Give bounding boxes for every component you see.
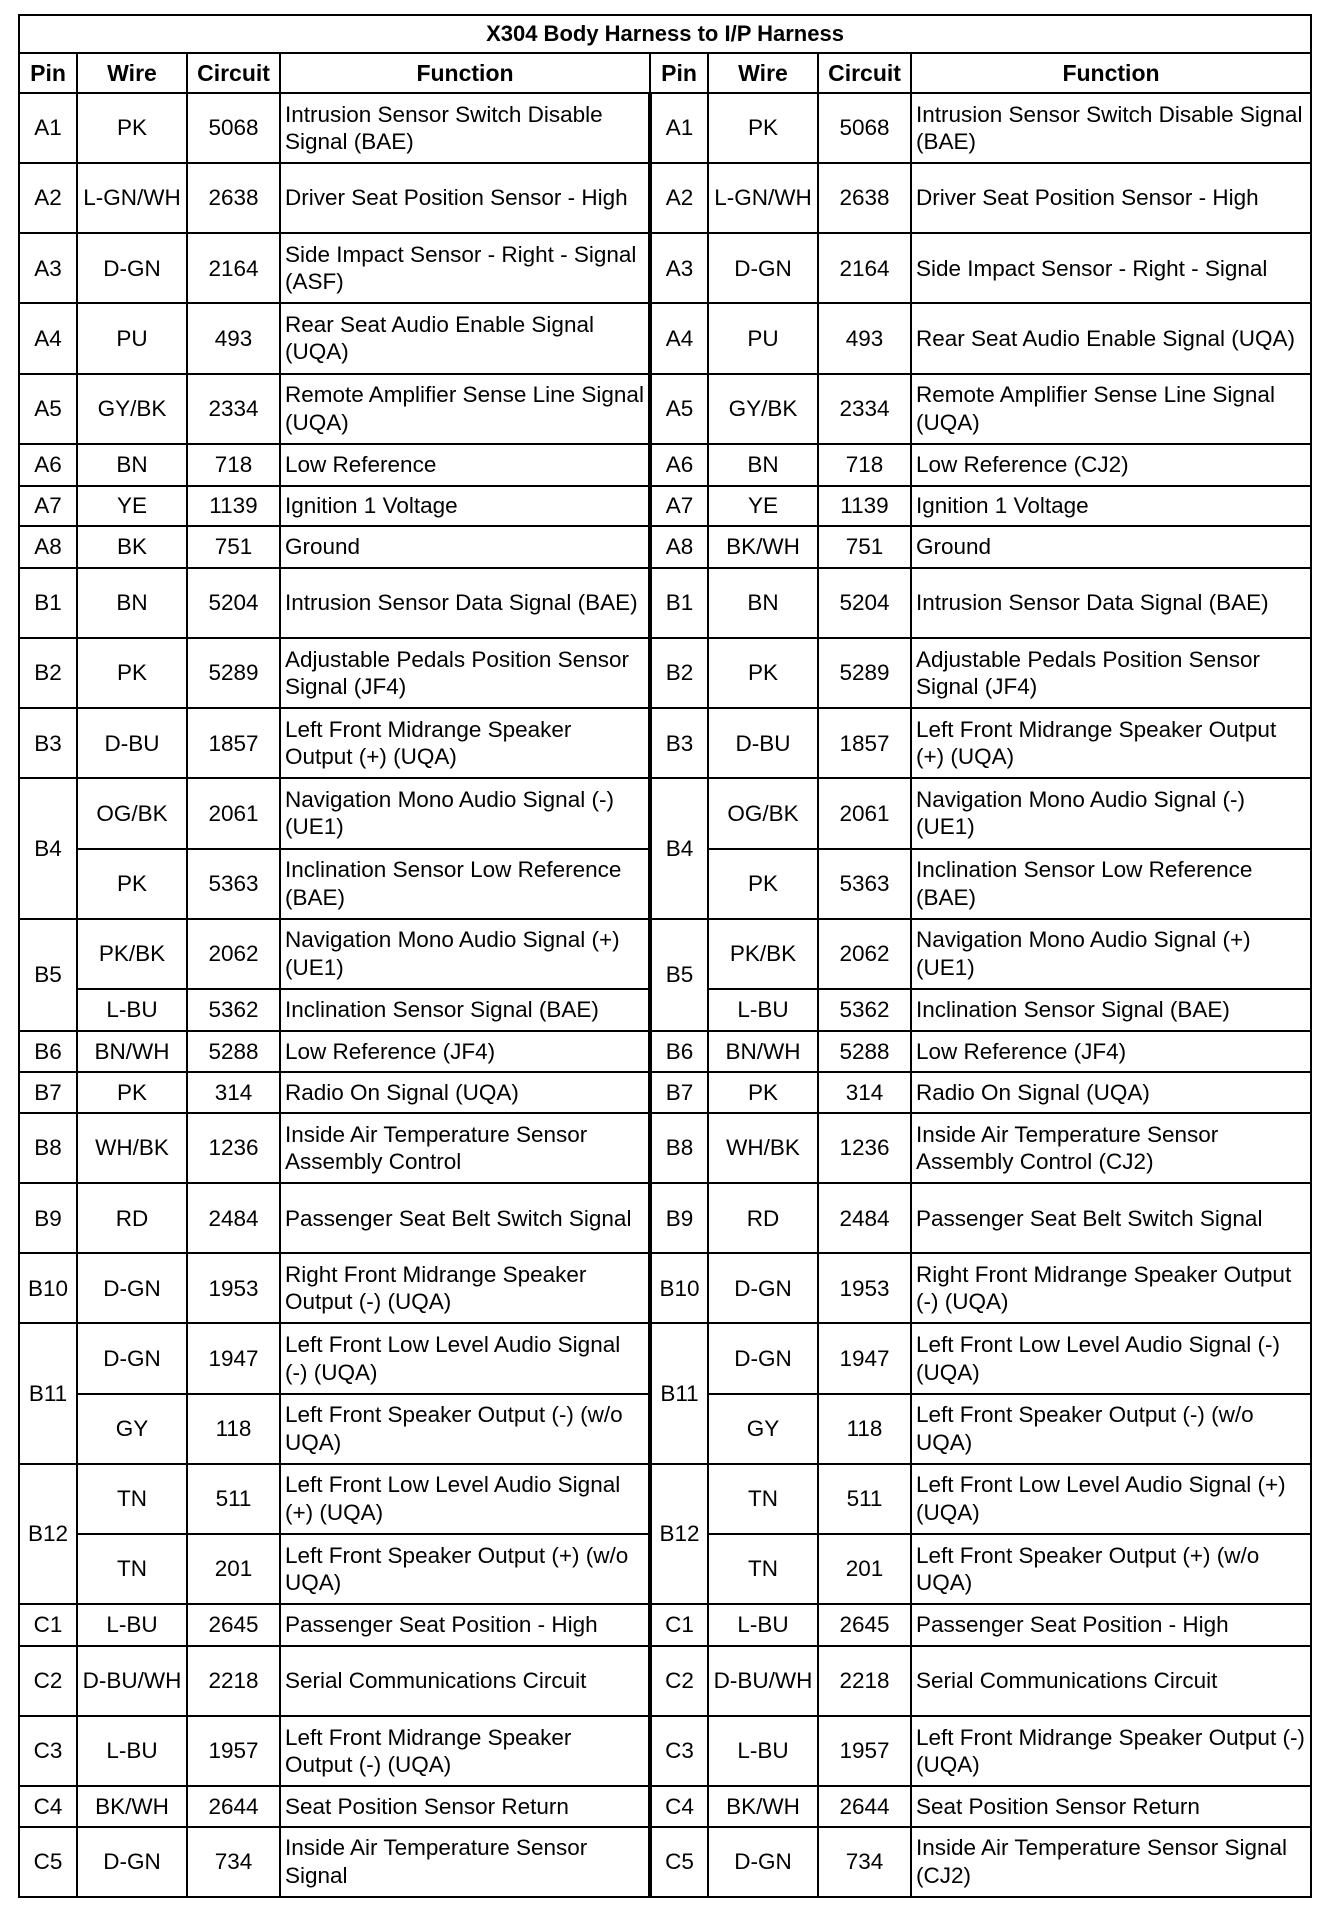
function-cell: Inside Air Temperature Sensor Assembly Control: [280, 1113, 650, 1183]
table-row: [19, 919, 1311, 989]
pin-cell: A8: [19, 526, 77, 568]
wire-cell-right: PU: [708, 303, 818, 373]
wire-cell-right: RD: [708, 1183, 818, 1253]
pin-cell-right: B2: [650, 638, 708, 708]
pin-cell: A3: [19, 233, 77, 303]
circuit-cell: 2334: [187, 374, 280, 444]
circuit-cell: 2062: [187, 919, 280, 989]
circuit-cell-right: 2645: [818, 1604, 911, 1646]
function-cell-right: Inside Air Temperature Sensor Assembly Control (CJ2): [911, 1113, 1311, 1183]
wire-cell-right: PK: [708, 849, 818, 919]
wire-cell: TN: [77, 1534, 187, 1604]
circuit-cell-right: 201: [818, 1534, 911, 1604]
table-row: [19, 303, 1311, 373]
circuit-cell-right: 2164: [818, 233, 911, 303]
pin-cell-right: B12: [650, 1464, 708, 1604]
pin-cell-right: C3: [650, 1716, 708, 1786]
pin-cell-right: B4: [650, 778, 708, 918]
function-cell-right: Remote Amplifier Sense Line Signal (UQA): [911, 374, 1311, 444]
wire-cell: PK: [77, 638, 187, 708]
wire-cell: D-GN: [77, 1827, 187, 1897]
pin-cell-right: A3: [650, 233, 708, 303]
function-cell: Side Impact Sensor - Right - Signal (ASF): [280, 233, 650, 303]
wire-cell-right: D-GN: [708, 1253, 818, 1323]
pin-cell: A2: [19, 163, 77, 233]
table-row: [19, 444, 1311, 486]
function-cell-right: Right Front Midrange Speaker Output (-) (UQA): [911, 1253, 1311, 1323]
function-cell: Radio On Signal (UQA): [280, 1072, 650, 1113]
function-cell: Left Front Low Level Audio Signal (-) (UQA): [280, 1323, 650, 1393]
connector-table: [18, 14, 1312, 1898]
pin-cell-right: B6: [650, 1031, 708, 1073]
circuit-cell-right: 1947: [818, 1323, 911, 1393]
wire-cell-right: PK: [708, 638, 818, 708]
table-row: [19, 374, 1311, 444]
wire-cell-right: GY: [708, 1394, 818, 1464]
function-cell-right: Low Reference (CJ2): [911, 444, 1311, 486]
table-row: [19, 233, 1311, 303]
wire-cell-right: D-GN: [708, 1827, 818, 1897]
circuit-cell-right: 1957: [818, 1716, 911, 1786]
function-cell: Left Front Midrange Speaker Output (-) (UQA): [280, 1716, 650, 1786]
wire-cell-right: PK/BK: [708, 919, 818, 989]
function-cell-right: Left Front Low Level Audio Signal (-) (UQA): [911, 1323, 1311, 1393]
function-cell-right: Seat Position Sensor Return: [911, 1786, 1311, 1827]
table-row: [19, 93, 1311, 163]
wire-cell-right: BN/WH: [708, 1031, 818, 1073]
wire-cell-right: TN: [708, 1464, 818, 1534]
table-body: [19, 93, 1311, 1897]
function-cell: Inside Air Temperature Sensor Signal: [280, 1827, 650, 1897]
circuit-cell-right: 2334: [818, 374, 911, 444]
wire-cell: PU: [77, 303, 187, 373]
pin-cell: B5: [19, 919, 77, 1031]
wire-cell: PK: [77, 1072, 187, 1113]
function-header-right: Function: [911, 53, 1311, 93]
function-cell-right: Left Front Low Level Audio Signal (+) (UQA): [911, 1464, 1311, 1534]
wire-cell: GY: [77, 1394, 187, 1464]
wire-cell-right: BN: [708, 444, 818, 486]
circuit-cell-right: 118: [818, 1394, 911, 1464]
wire-cell: OG/BK: [77, 778, 187, 848]
wire-cell-right: L-GN/WH: [708, 163, 818, 233]
function-cell: Inclination Sensor Low Reference (BAE): [280, 849, 650, 919]
pin-cell-right: A8: [650, 526, 708, 568]
function-cell: Rear Seat Audio Enable Signal (UQA): [280, 303, 650, 373]
wire-cell: L-GN/WH: [77, 163, 187, 233]
table-row: [19, 1464, 1311, 1534]
function-cell-right: Navigation Mono Audio Signal (-) (UE1): [911, 778, 1311, 848]
function-cell-right: Adjustable Pedals Position Sensor Signal (JF4): [911, 638, 1311, 708]
wire-header-right: Wire: [708, 53, 818, 93]
circuit-cell: 2645: [187, 1604, 280, 1646]
wire-cell-right: L-BU: [708, 1604, 818, 1646]
circuit-cell: 1236: [187, 1113, 280, 1183]
function-cell-right: Inclination Sensor Low Reference (BAE): [911, 849, 1311, 919]
circuit-cell: 2061: [187, 778, 280, 848]
table-row: [19, 1323, 1311, 1393]
function-cell: Ground: [280, 526, 650, 568]
function-cell-right: Passenger Seat Position - High: [911, 1604, 1311, 1646]
circuit-cell: 2638: [187, 163, 280, 233]
table-row: [19, 1646, 1311, 1716]
function-cell: Navigation Mono Audio Signal (+) (UE1): [280, 919, 650, 989]
function-cell: Left Front Speaker Output (+) (w/o UQA): [280, 1534, 650, 1604]
circuit-cell: 493: [187, 303, 280, 373]
pin-cell: C3: [19, 1716, 77, 1786]
pin-cell-right: B8: [650, 1113, 708, 1183]
pin-cell-right: B11: [650, 1323, 708, 1463]
pin-cell-right: A4: [650, 303, 708, 373]
function-cell-right: Low Reference (JF4): [911, 1031, 1311, 1073]
function-cell: Navigation Mono Audio Signal (-) (UE1): [280, 778, 650, 848]
function-cell: Passenger Seat Belt Switch Signal: [280, 1183, 650, 1253]
pin-cell-right: B9: [650, 1183, 708, 1253]
function-cell: Seat Position Sensor Return: [280, 1786, 650, 1827]
circuit-cell: 2644: [187, 1786, 280, 1827]
circuit-cell-right: 1236: [818, 1113, 911, 1183]
circuit-cell: 1953: [187, 1253, 280, 1323]
circuit-cell-right: 493: [818, 303, 911, 373]
function-cell: Remote Amplifier Sense Line Signal (UQA): [280, 374, 650, 444]
pin-cell: A1: [19, 93, 77, 163]
wire-cell-right: GY/BK: [708, 374, 818, 444]
wire-cell-right: YE: [708, 486, 818, 527]
function-cell-right: Passenger Seat Belt Switch Signal: [911, 1183, 1311, 1253]
wire-cell-right: L-BU: [708, 989, 818, 1031]
function-cell-right: Left Front Midrange Speaker Output (+) (UQA): [911, 708, 1311, 778]
wire-cell: BN: [77, 568, 187, 638]
function-cell: Low Reference (JF4): [280, 1031, 650, 1073]
pin-cell: C5: [19, 1827, 77, 1897]
function-cell-right: Rear Seat Audio Enable Signal (UQA): [911, 303, 1311, 373]
function-cell-right: Navigation Mono Audio Signal (+) (UE1): [911, 919, 1311, 989]
table-row: [19, 526, 1311, 568]
pin-cell-right: A2: [650, 163, 708, 233]
pin-cell: A5: [19, 374, 77, 444]
circuit-cell-right: 5068: [818, 93, 911, 163]
wire-cell-right: D-BU: [708, 708, 818, 778]
wire-cell: L-BU: [77, 989, 187, 1031]
wire-cell: BK/WH: [77, 1786, 187, 1827]
circuit-cell-right: 5362: [818, 989, 911, 1031]
pin-cell: C1: [19, 1604, 77, 1646]
pin-cell: B9: [19, 1183, 77, 1253]
circuit-cell: 5288: [187, 1031, 280, 1073]
wire-cell-right: TN: [708, 1534, 818, 1604]
wire-cell: BN/WH: [77, 1031, 187, 1073]
circuit-cell: 5363: [187, 849, 280, 919]
pin-cell: B2: [19, 638, 77, 708]
wire-cell-right: D-GN: [708, 233, 818, 303]
circuit-header: Circuit: [187, 53, 280, 93]
function-cell-right: Driver Seat Position Sensor - High: [911, 163, 1311, 233]
table-row: [19, 638, 1311, 708]
table-row: [19, 1827, 1311, 1897]
wire-cell-right: PK: [708, 1072, 818, 1113]
circuit-cell-right: 314: [818, 1072, 911, 1113]
pin-cell: B3: [19, 708, 77, 778]
wire-cell: TN: [77, 1464, 187, 1534]
pin-cell-right: B10: [650, 1253, 708, 1323]
table-row: [19, 1253, 1311, 1323]
wire-cell: D-GN: [77, 233, 187, 303]
pin-cell-right: C5: [650, 1827, 708, 1897]
table-row: [19, 708, 1311, 778]
circuit-cell-right: 2061: [818, 778, 911, 848]
wire-cell-right: D-GN: [708, 1323, 818, 1393]
circuit-cell-right: 1953: [818, 1253, 911, 1323]
pin-cell-right: B5: [650, 919, 708, 1031]
wire-cell: BK: [77, 526, 187, 568]
function-cell: Intrusion Sensor Data Signal (BAE): [280, 568, 650, 638]
pin-cell-right: A6: [650, 444, 708, 486]
function-cell: Serial Communications Circuit: [280, 1646, 650, 1716]
circuit-cell-right: 734: [818, 1827, 911, 1897]
wire-cell: PK/BK: [77, 919, 187, 989]
wire-cell: D-BU: [77, 708, 187, 778]
circuit-cell-right: 2638: [818, 163, 911, 233]
table-row: [19, 778, 1311, 848]
table-row: [19, 1072, 1311, 1113]
table-row: [19, 1716, 1311, 1786]
function-cell-right: Serial Communications Circuit: [911, 1646, 1311, 1716]
wire-cell: PK: [77, 849, 187, 919]
wire-header: Wire: [77, 53, 187, 93]
circuit-cell: 5362: [187, 989, 280, 1031]
circuit-cell: 1957: [187, 1716, 280, 1786]
circuit-cell: 511: [187, 1464, 280, 1534]
circuit-cell-right: 5288: [818, 1031, 911, 1073]
function-cell-right: Left Front Midrange Speaker Output (-) (UQA): [911, 1716, 1311, 1786]
wire-cell: L-BU: [77, 1716, 187, 1786]
pin-cell-right: C4: [650, 1786, 708, 1827]
wire-cell-right: L-BU: [708, 1716, 818, 1786]
pin-cell-right: B7: [650, 1072, 708, 1113]
wire-cell-right: BK/WH: [708, 1786, 818, 1827]
wire-cell-right: PK: [708, 93, 818, 163]
function-cell: Left Front Midrange Speaker Output (+) (UQA): [280, 708, 650, 778]
pin-cell-right: B3: [650, 708, 708, 778]
circuit-cell-right: 2218: [818, 1646, 911, 1716]
function-header: Function: [280, 53, 650, 93]
circuit-cell: 1139: [187, 486, 280, 527]
function-cell-right: Intrusion Sensor Data Signal (BAE): [911, 568, 1311, 638]
wire-cell-right: WH/BK: [708, 1113, 818, 1183]
circuit-cell-right: 718: [818, 444, 911, 486]
pin-cell-right: B1: [650, 568, 708, 638]
circuit-header-right: Circuit: [818, 53, 911, 93]
table-row: [19, 163, 1311, 233]
function-cell: Intrusion Sensor Switch Disable Signal (BAE): [280, 93, 650, 163]
wire-cell: WH/BK: [77, 1113, 187, 1183]
circuit-cell: 2164: [187, 233, 280, 303]
wire-cell: L-BU: [77, 1604, 187, 1646]
circuit-cell: 734: [187, 1827, 280, 1897]
circuit-cell: 201: [187, 1534, 280, 1604]
circuit-cell: 751: [187, 526, 280, 568]
circuit-cell-right: 1857: [818, 708, 911, 778]
wire-cell-right: BN: [708, 568, 818, 638]
wire-cell: RD: [77, 1183, 187, 1253]
wire-cell-right: BK/WH: [708, 526, 818, 568]
function-cell-right: Intrusion Sensor Switch Disable Signal (BAE): [911, 93, 1311, 163]
pin-cell: A4: [19, 303, 77, 373]
wire-cell: D-BU/WH: [77, 1646, 187, 1716]
function-cell: Low Reference: [280, 444, 650, 486]
pin-cell: C2: [19, 1646, 77, 1716]
function-cell-right: Left Front Speaker Output (-) (w/o UQA): [911, 1394, 1311, 1464]
circuit-cell-right: 511: [818, 1464, 911, 1534]
circuit-cell: 2484: [187, 1183, 280, 1253]
function-cell: Passenger Seat Position - High: [280, 1604, 650, 1646]
pin-cell: A7: [19, 486, 77, 527]
table-row: [19, 486, 1311, 527]
circuit-cell: 5068: [187, 93, 280, 163]
circuit-cell: 314: [187, 1072, 280, 1113]
circuit-cell: 1857: [187, 708, 280, 778]
pin-cell: B1: [19, 568, 77, 638]
function-cell-right: Inclination Sensor Signal (BAE): [911, 989, 1311, 1031]
pin-cell-right: A5: [650, 374, 708, 444]
pin-cell: B6: [19, 1031, 77, 1073]
pin-cell: B4: [19, 778, 77, 918]
function-cell: Right Front Midrange Speaker Output (-) (UQA): [280, 1253, 650, 1323]
pin-cell-right: C1: [650, 1604, 708, 1646]
pin-cell-right: A7: [650, 486, 708, 527]
table-title: X304 Body Harness to I/P Harness: [19, 15, 1311, 53]
wire-cell: D-GN: [77, 1323, 187, 1393]
circuit-cell: 5289: [187, 638, 280, 708]
table-row: [19, 1786, 1311, 1827]
function-cell: Inclination Sensor Signal (BAE): [280, 989, 650, 1031]
header-row: [19, 53, 1311, 93]
circuit-cell: 718: [187, 444, 280, 486]
wire-cell: PK: [77, 93, 187, 163]
pin-header-right: Pin: [650, 53, 708, 93]
circuit-cell: 1947: [187, 1323, 280, 1393]
circuit-cell-right: 5204: [818, 568, 911, 638]
wire-cell-right: OG/BK: [708, 778, 818, 848]
function-cell: Left Front Speaker Output (-) (w/o UQA): [280, 1394, 650, 1464]
circuit-cell-right: 751: [818, 526, 911, 568]
pin-cell: B11: [19, 1323, 77, 1463]
circuit-cell-right: 2062: [818, 919, 911, 989]
table-row: [19, 1031, 1311, 1073]
pin-cell: B12: [19, 1464, 77, 1604]
table-row: [19, 568, 1311, 638]
function-cell-right: Side Impact Sensor - Right - Signal: [911, 233, 1311, 303]
circuit-cell: 2218: [187, 1646, 280, 1716]
wire-cell: D-GN: [77, 1253, 187, 1323]
pin-cell-right: A1: [650, 93, 708, 163]
pin-cell-right: C2: [650, 1646, 708, 1716]
wire-cell-right: D-BU/WH: [708, 1646, 818, 1716]
pin-header: Pin: [19, 53, 77, 93]
wire-cell: GY/BK: [77, 374, 187, 444]
circuit-cell-right: 1139: [818, 486, 911, 527]
circuit-cell-right: 2644: [818, 1786, 911, 1827]
circuit-cell-right: 2484: [818, 1183, 911, 1253]
function-cell-right: Ignition 1 Voltage: [911, 486, 1311, 527]
circuit-cell-right: 5363: [818, 849, 911, 919]
table-row: [19, 1113, 1311, 1183]
table-row: [19, 1604, 1311, 1646]
pin-cell: C4: [19, 1786, 77, 1827]
function-cell-right: Radio On Signal (UQA): [911, 1072, 1311, 1113]
function-cell: Left Front Low Level Audio Signal (+) (UQA): [280, 1464, 650, 1534]
circuit-cell: 118: [187, 1394, 280, 1464]
pin-cell: B8: [19, 1113, 77, 1183]
pin-cell: A6: [19, 444, 77, 486]
circuit-cell: 5204: [187, 568, 280, 638]
function-cell: Driver Seat Position Sensor - High: [280, 163, 650, 233]
function-cell: Ignition 1 Voltage: [280, 486, 650, 527]
function-cell-right: Inside Air Temperature Sensor Signal (CJ2): [911, 1827, 1311, 1897]
circuit-cell-right: 5289: [818, 638, 911, 708]
wire-cell: YE: [77, 486, 187, 527]
function-cell: Adjustable Pedals Position Sensor Signal (JF4): [280, 638, 650, 708]
wire-cell: BN: [77, 444, 187, 486]
pin-cell: B7: [19, 1072, 77, 1113]
function-cell-right: Ground: [911, 526, 1311, 568]
function-cell-right: Left Front Speaker Output (+) (w/o UQA): [911, 1534, 1311, 1604]
table-row: [19, 1183, 1311, 1253]
pin-cell: B10: [19, 1253, 77, 1323]
